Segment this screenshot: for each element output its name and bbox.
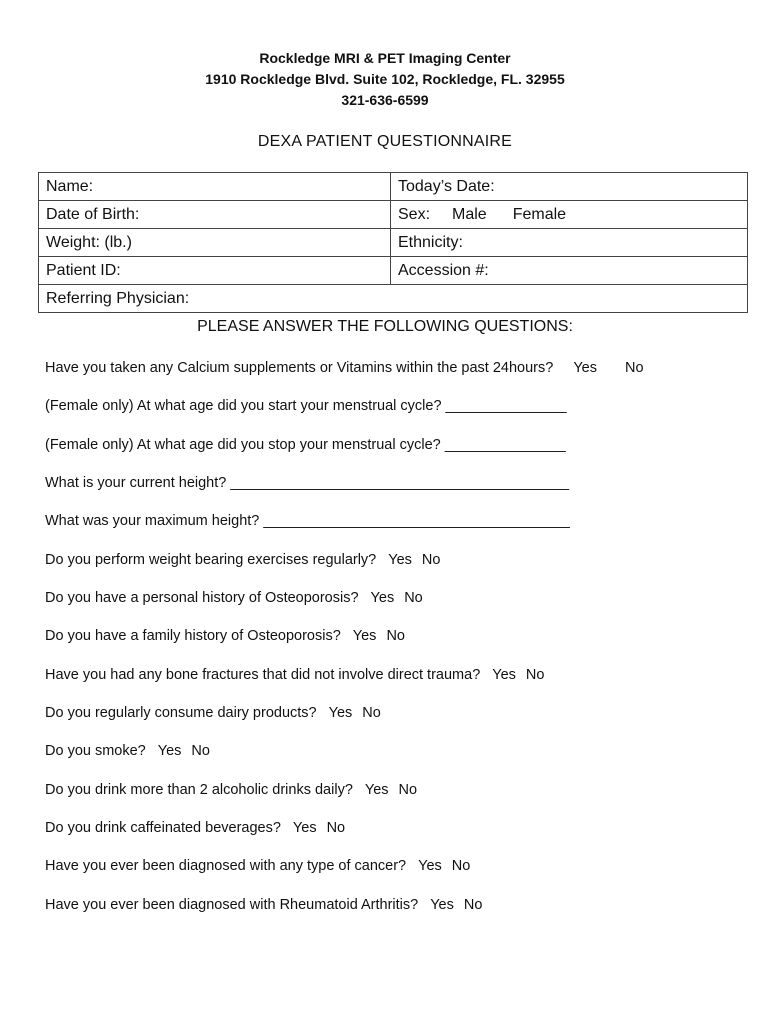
- patient-id-field[interactable]: Patient ID:: [39, 257, 391, 285]
- question-weight-bearing-exercise: [45, 552, 440, 568]
- yes-option[interactable]: Yes: [388, 552, 412, 568]
- question-cancer: [45, 858, 470, 874]
- question-calcium-vitamins: [45, 360, 644, 376]
- question-alcohol: [45, 782, 417, 798]
- no-option[interactable]: No: [451, 858, 471, 874]
- question-bone-fractures: [45, 667, 544, 683]
- todays-date-field[interactable]: Today’s Date:: [391, 173, 748, 201]
- no-option[interactable]: No: [624, 360, 644, 376]
- yes-option[interactable]: Yes: [328, 705, 353, 721]
- yes-option[interactable]: Yes: [430, 897, 454, 913]
- form-title: DEXA PATIENT QUESTIONNAIRE: [257, 133, 513, 150]
- dob-field[interactable]: Date of Birth:: [39, 201, 391, 229]
- ethnicity-field[interactable]: Ethnicity:: [391, 229, 748, 257]
- no-option[interactable]: No: [404, 590, 423, 606]
- question-family-osteoporosis: [45, 628, 405, 644]
- sex-male-option[interactable]: Male: [452, 205, 487, 223]
- no-option[interactable]: No: [362, 705, 381, 721]
- question-text: Do you drink caffeinated beverages?: [45, 820, 281, 836]
- table-row: [39, 173, 748, 201]
- question-text: Do you have a personal history of Osteoporosis?: [45, 590, 359, 606]
- document-header: [0, 48, 770, 111]
- name-field[interactable]: Name:: [39, 173, 391, 201]
- table-row: [39, 285, 748, 313]
- question-caffeine: [45, 820, 345, 836]
- question-menstrual-stop: [45, 437, 566, 453]
- center-name: Rockledge MRI & PET Imaging Center: [259, 50, 511, 66]
- question-text[interactable]: What was your maximum height? ______________________________________: [45, 513, 570, 529]
- yes-option[interactable]: Yes: [492, 667, 516, 683]
- center-phone: 321-636-6599: [341, 92, 429, 108]
- question-text: Do you have a family history of Osteoporosis?: [45, 628, 341, 644]
- no-option[interactable]: No: [326, 820, 346, 836]
- yes-option[interactable]: Yes: [573, 360, 597, 376]
- question-personal-osteoporosis: [45, 590, 423, 606]
- question-dairy: [45, 705, 381, 721]
- no-option[interactable]: No: [463, 897, 483, 913]
- no-option[interactable]: No: [386, 628, 405, 644]
- yes-option[interactable]: Yes: [370, 590, 395, 606]
- question-text: Have you ever been diagnosed with Rheumatoid Arthritis?: [45, 897, 419, 913]
- yes-option[interactable]: Yes: [418, 858, 442, 874]
- question-smoke: [45, 743, 210, 759]
- instructions-heading: PLEASE ANSWER THE FOLLOWING QUESTIONS:: [197, 318, 573, 335]
- question-text: Have you ever been diagnosed with any type of cancer?: [45, 858, 407, 874]
- patient-info-table: [38, 172, 748, 313]
- question-text[interactable]: (Female only) At what age did you stop your menstrual cycle? _______________: [45, 437, 566, 453]
- question-text: Do you regularly consume dairy products?: [45, 705, 317, 721]
- sex-field: [391, 201, 748, 229]
- question-text: Have you taken any Calcium supplements or Vitamins within the past 24hours?: [45, 360, 554, 376]
- no-option[interactable]: No: [191, 743, 210, 759]
- question-menstrual-start: [45, 398, 567, 414]
- question-text[interactable]: (Female only) At what age did you start your menstrual cycle? _______________: [45, 398, 567, 414]
- question-text: Do you drink more than 2 alcoholic drinks daily?: [45, 782, 353, 798]
- yes-option[interactable]: Yes: [364, 782, 389, 798]
- table-row: [39, 229, 748, 257]
- center-address: 1910 Rockledge Blvd. Suite 102, Rockledge, FL. 32955: [205, 71, 565, 87]
- referring-physician-field[interactable]: Referring Physician:: [39, 285, 748, 313]
- question-rheumatoid-arthritis: [45, 897, 482, 913]
- question-text[interactable]: What is your current height? __________________________________________: [45, 475, 570, 491]
- table-row: [39, 257, 748, 285]
- no-option[interactable]: No: [525, 667, 545, 683]
- sex-label: Sex:: [398, 205, 431, 223]
- no-option[interactable]: No: [421, 552, 441, 568]
- table-row: [39, 201, 748, 229]
- yes-option[interactable]: Yes: [352, 628, 377, 644]
- accession-field[interactable]: Accession #:: [391, 257, 748, 285]
- sex-female-option[interactable]: Female: [512, 205, 567, 223]
- question-current-height: [45, 475, 569, 491]
- yes-option[interactable]: Yes: [292, 820, 317, 836]
- question-text: Do you perform weight bearing exercises regularly?: [45, 552, 377, 568]
- question-maximum-height: [45, 513, 570, 529]
- no-option[interactable]: No: [398, 782, 418, 798]
- weight-field[interactable]: Weight: (lb.): [39, 229, 391, 257]
- question-text: Do you smoke?: [45, 743, 146, 759]
- yes-option[interactable]: Yes: [157, 743, 182, 759]
- question-text: Have you had any bone fractures that did not involve direct trauma?: [45, 667, 481, 683]
